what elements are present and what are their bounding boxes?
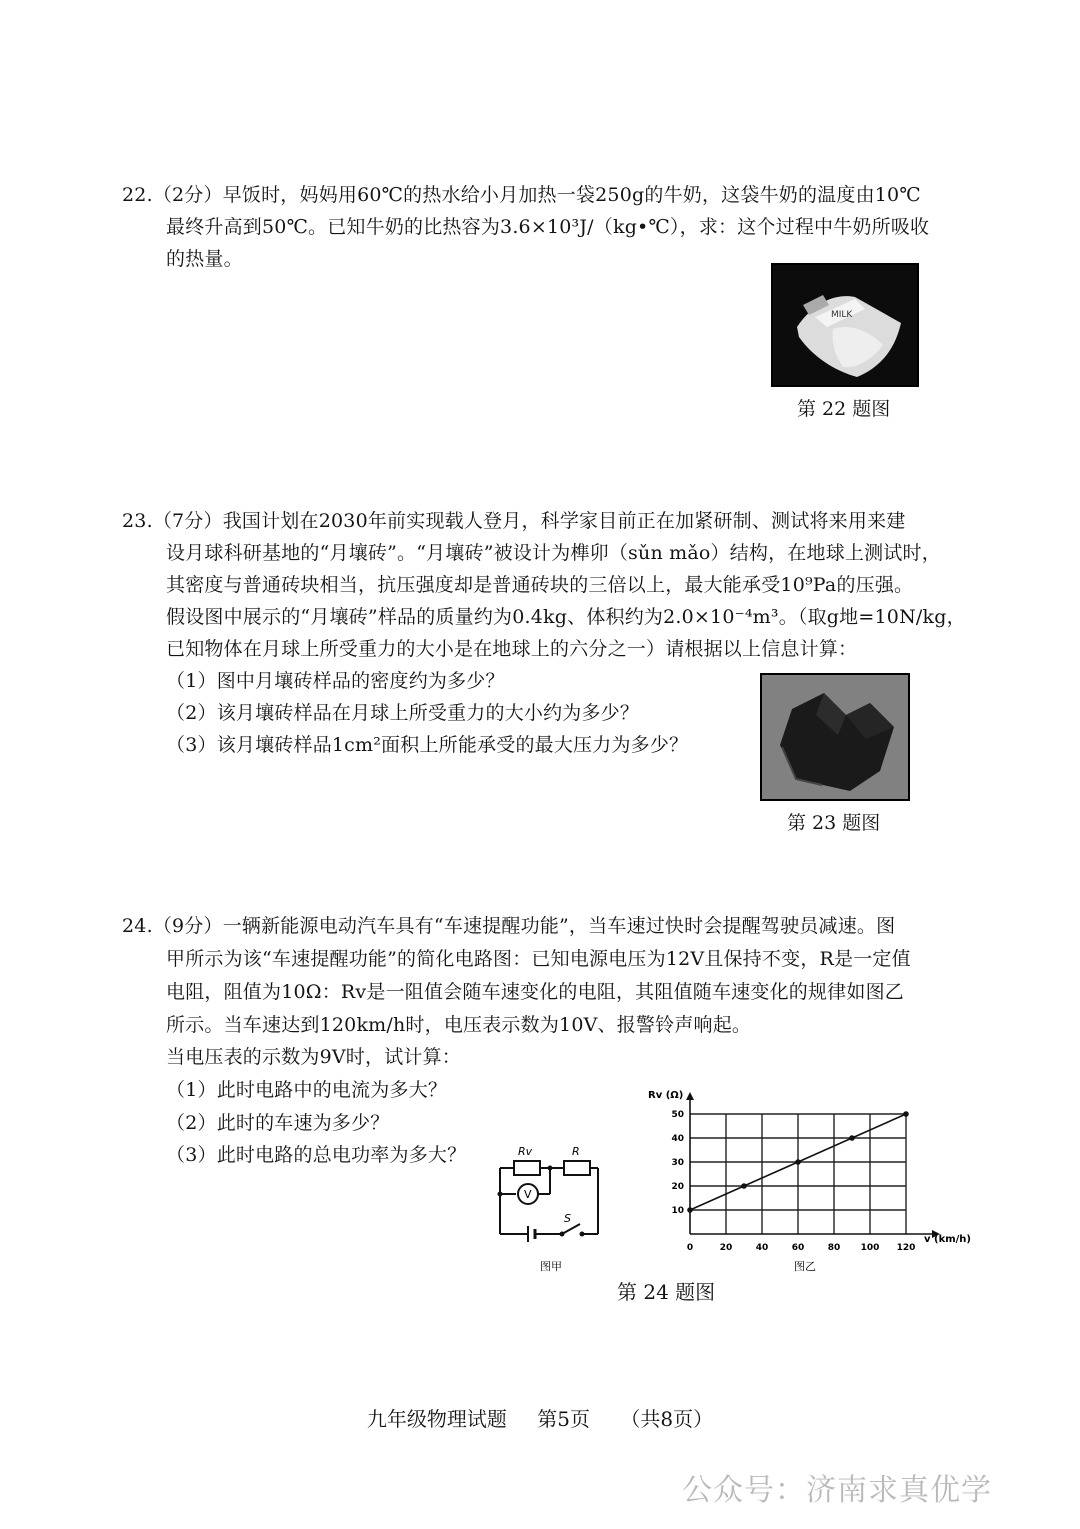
graph-ylabel: Rv (Ω): [648, 1090, 684, 1101]
footer-title: 九年级物理试题: [366, 1407, 507, 1431]
q23-line-2: 设月球科研基地的“月壤砖”。“月壤砖”被设计为榫卯（sǔn mǎo）结构，在地球上测试时，: [166, 542, 941, 564]
x-tick-label: 80: [827, 1243, 841, 1253]
circuit-figure-label: 图甲: [540, 1260, 562, 1273]
q23-sub-2: （2）该月壤砖样品在月球上所受重力的大小约为多少？: [166, 702, 640, 724]
q23-line-4: 假设图中展示的“月壤砖”样品的质量约为0.4kg、体积约为2.0×10⁻⁴m³。（取g地=10N/kg，: [166, 606, 966, 628]
milk-bag-photo: [771, 263, 919, 387]
q23-line-5: 已知物体在月球上所受重力的大小是在地球上的六分之一）请根据以上信息计算：: [166, 638, 858, 660]
q22-line-3: 的热量。: [166, 248, 243, 270]
x-tick-label: 100: [860, 1243, 880, 1253]
q23-line-1: 23.（7分）我国计划在2030年前实现载人登月，科学家目前正在加紧研制、测试将来用来建: [122, 510, 906, 532]
q22-line-2: 最终升高到50℃。已知牛奶的比热容为3.6×10³J/（kg•℃），求：这个过程中牛奶所吸收: [166, 216, 930, 238]
q24-line-1: 24.（9分）一辆新能源电动汽车具有“车速提醒功能”，当车速过快时会提醒驾驶员减速。图: [122, 915, 896, 937]
q23-figure-caption: 第 23 题图: [787, 812, 881, 834]
data-point: [741, 1183, 747, 1189]
q22-line-1: 22.（2分）早饭时，妈妈用60℃的热水给小月加热一袋250g的牛奶，这袋牛奶的温度由10℃: [122, 184, 921, 206]
q24-line-4: 所示。当车速达到120km/h时，电压表示数为10V、报警铃声响起。: [166, 1014, 752, 1036]
x-tick-label: 120: [896, 1243, 916, 1253]
data-point: [795, 1159, 801, 1165]
r-resistor: [564, 1161, 590, 1175]
data-point: [903, 1111, 909, 1117]
svg-text:MILK: MILK: [831, 310, 853, 320]
r-label: R: [572, 1145, 580, 1158]
q23-sub-1: （1）图中月壤砖样品的密度约为多少？: [166, 670, 505, 692]
graph-figure-label: 图乙: [794, 1260, 816, 1273]
y-tick-label: 10: [671, 1206, 684, 1216]
y-tick-label: 50: [671, 1110, 684, 1120]
switch-icon: [562, 1224, 580, 1234]
q24-line-3: 电阻，阻值为10Ω：Rv是一阻值会随车速变化的电阻，其阻值随车速变化的规律如图乙: [166, 981, 904, 1003]
data-point: [687, 1207, 693, 1213]
q23-line-3: 其密度与普通砖块相当，抗压强度却是普通砖块的三倍以上，最大能承受10⁹Pa的压强。: [166, 574, 914, 596]
rv-resistor: [514, 1161, 540, 1175]
q22-figure-caption: 第 22 题图: [797, 398, 891, 420]
page-footer: [0, 1406, 1080, 1432]
watermark: 公众号：济南求真优学: [682, 1473, 992, 1508]
x-tick-label: 0: [686, 1243, 694, 1253]
graph-grid: [690, 1114, 906, 1234]
q24-sub-3: （3）此时电路的总电功率为多大？: [166, 1144, 467, 1166]
moon-brick-icon: [762, 675, 908, 799]
rv-speed-graph: [640, 1084, 980, 1280]
x-tick-label: 20: [719, 1243, 733, 1253]
x-tick-label: 60: [791, 1243, 805, 1253]
circuit-diagram: [488, 1138, 608, 1278]
q24-line-5: 当电压表的示数为9V时，试计算：: [166, 1046, 462, 1068]
v-label: V: [524, 1188, 532, 1201]
y-tick-label: 40: [671, 1134, 684, 1144]
x-tick-label: 40: [755, 1243, 769, 1253]
footer-total-pages: （共8页）: [620, 1407, 714, 1431]
q23-sub-3: （3）该月壤砖样品1cm²面积上所能承受的最大压力为多少？: [166, 734, 689, 756]
graph-ticks: [671, 1110, 915, 1253]
s-label: S: [564, 1212, 571, 1225]
data-point: [849, 1135, 855, 1141]
graph-xlabel: v (km/h): [924, 1234, 971, 1245]
q24-sub-2: （2）此时的车速为多少？: [166, 1112, 390, 1134]
footer-page-number: 第5页: [537, 1407, 590, 1431]
moon-brick-photo: [760, 673, 910, 801]
q24-figure-caption: 第 24 题图: [617, 1280, 716, 1304]
rv-label: Rv: [518, 1145, 533, 1158]
q24-line-2: 甲所示为该“车速提醒功能”的简化电路图：已知电源电压为12V且保持不变，R是一定值: [166, 948, 911, 970]
milk-bag-icon: [773, 265, 917, 385]
y-tick-label: 20: [671, 1182, 684, 1192]
y-axis-arrow: [686, 1092, 694, 1100]
q24-sub-1: （1）此时电路中的电流为多大？: [166, 1079, 448, 1101]
y-tick-label: 30: [671, 1158, 684, 1168]
